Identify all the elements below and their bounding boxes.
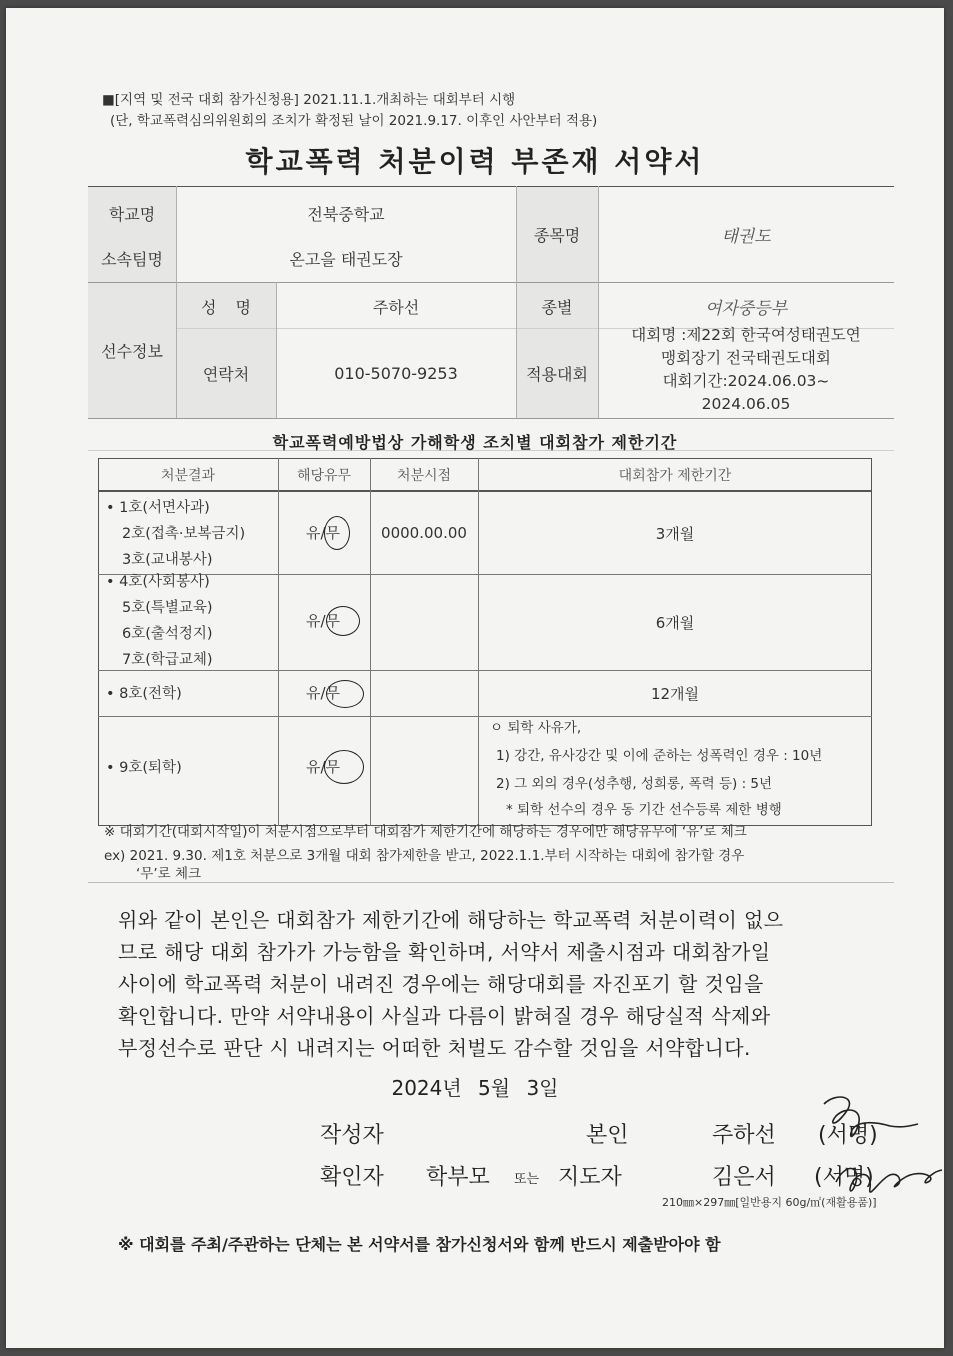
name-label: 성 명 bbox=[201, 297, 251, 317]
row1-item-2: 2호(접촉·보복금지) bbox=[122, 526, 246, 542]
row2-item-4: 7호(학급교체) bbox=[122, 652, 213, 668]
pledge-line-3: 사이에 학교폭력 처분이 내려진 경우에는 해당대회를 자진포기 할 것임을 bbox=[118, 972, 764, 996]
pledge-line-5: 부정선수로 판단 시 내려지는 어떠한 처벌도 감수할 것임을 서약합니다. bbox=[118, 1036, 751, 1060]
row2-check-circle bbox=[326, 606, 360, 636]
note-1: ※ 대회기간(대회시작일)이 처분시점으로부터 대회참가 제한기간에 해당하는 경우에만 해당유무에 ‘유’로 체크 bbox=[104, 824, 747, 840]
row2-item-3: 6호(출석정지) bbox=[122, 626, 213, 642]
event-label: 종목명 bbox=[533, 225, 581, 245]
applied-line-2: 맹회장기 전국태권도대회 bbox=[661, 349, 831, 367]
pledge-date: 2024년 5월 3일 bbox=[391, 1076, 559, 1100]
row1-check-circle bbox=[324, 516, 350, 550]
applied-label: 적용대회 bbox=[526, 364, 588, 384]
row3-item-1: • 8호(전학) bbox=[106, 686, 182, 702]
writer-label: 작성자 bbox=[320, 1123, 384, 1148]
contact-value: 010-5070-9253 bbox=[334, 363, 458, 383]
applied-line-3: 대회기간:2024.06.03~ bbox=[662, 372, 830, 390]
section-title: 학교폭력예방법상 가해학생 조치별 대회참가 제한기간 bbox=[272, 433, 678, 452]
note-2: ex) 2021. 9.30. 제1호 처분으로 3개월 대회 참가제한을 받고, 2022.1.1.부터 시작하는 대회에 참가할 경우 bbox=[104, 848, 745, 864]
row3-choice: 유/무 bbox=[306, 684, 341, 702]
note-3: ‘무’로 체크 bbox=[136, 866, 202, 882]
row1-choice: 유/무 bbox=[306, 524, 341, 542]
confirm-sign-mark: (서명) bbox=[814, 1165, 874, 1190]
row1-date: 0000.00.00 bbox=[381, 524, 467, 542]
school-value: 전북중학교 bbox=[307, 204, 385, 224]
row2-item-2: 5호(특별교육) bbox=[122, 600, 213, 616]
header-applicable: 해당유무 bbox=[296, 468, 352, 484]
row4-period-line-3: 2) 그 외의 경우(성추행, 성희롱, 폭력 등) : 5년 bbox=[496, 776, 773, 792]
player-info-label: 선수정보 bbox=[101, 341, 163, 361]
col-sep-1 bbox=[278, 458, 279, 826]
event-value: 태권도 bbox=[721, 226, 771, 247]
team-value: 온고을 태권도장 bbox=[289, 249, 403, 269]
pledge-line-1: 위와 같이 본인은 대회참가 제한기간에 해당하는 학교폭력 처분이력이 없으 bbox=[118, 908, 784, 932]
category-label: 종별 bbox=[541, 297, 573, 317]
footer-notice: ※ 대회를 주최/주관하는 단체는 본 서약서를 참가신청서와 함께 반드시 제출받아야 함 bbox=[118, 1235, 721, 1254]
or-label: 또는 bbox=[514, 1172, 540, 1187]
name-value: 주하선 bbox=[372, 297, 420, 317]
notice-line-1: ■[지역 및 전국 대회 참가신청용] 2021.11.1.개최하는 대회부터 시행 bbox=[102, 92, 516, 108]
row2-period: 6개월 bbox=[655, 613, 695, 632]
row4-period-line-1: ㅇ 퇴학 사유가, bbox=[490, 720, 582, 736]
notice-line-2: (단, 학교폭력심의위원회의 조치가 확정된 날이 2021.9.17. 이후인 사안부터 적용) bbox=[110, 113, 598, 129]
confirm-label: 확인자 bbox=[320, 1165, 384, 1190]
row3-period: 12개월 bbox=[650, 684, 700, 703]
row4-period-line-2: 1) 강간, 유사강간 및 이에 준하는 성폭력인 경우 : 10년 bbox=[496, 748, 823, 764]
pledge-line-4: 확인합니다. 만약 서약내용이 사실과 다름이 밝혀질 경우 해당실적 삭제와 bbox=[118, 1004, 771, 1028]
writer-name: 주하선 bbox=[712, 1123, 776, 1148]
paper-spec: 210㎜×297㎜[일반용지 60g/㎡(재활용품)] bbox=[662, 1196, 877, 1209]
header-date: 처분시점 bbox=[396, 468, 452, 484]
row1-item-3: 3호(교내봉사) bbox=[122, 552, 213, 568]
row4-period-line-4: * 퇴학 선수의 경우 동 기간 선수등록 제한 병행 bbox=[506, 802, 782, 818]
pledge-line-2: 므로 해당 대회 참가가 가능함을 확인하며, 서약서 제출시점과 대회참가일 bbox=[118, 940, 771, 964]
row2-item-1: • 4호(사회봉사) bbox=[106, 574, 210, 590]
applied-line-4: 2024.06.05 bbox=[701, 395, 791, 413]
applied-line-1: 대회명 :제22회 한국여성태권도연 bbox=[631, 326, 861, 344]
writer-sign-mark: (서명) bbox=[818, 1123, 878, 1148]
parent-label: 학부모 bbox=[426, 1165, 490, 1190]
row4-item-1: • 9호(퇴학) bbox=[106, 760, 182, 776]
header-period: 대회참가 제한기간 bbox=[618, 468, 732, 484]
row2-choice: 유/무 bbox=[306, 612, 341, 630]
applied-competition bbox=[598, 324, 894, 418]
row1-period: 3개월 bbox=[655, 524, 695, 543]
row-sep-3 bbox=[98, 716, 872, 717]
info-bottom-border bbox=[88, 418, 894, 419]
contact-label: 연락처 bbox=[202, 364, 250, 384]
row4-check-circle bbox=[324, 750, 364, 784]
team-label: 소속팀명 bbox=[101, 249, 163, 269]
header-result: 처분결과 bbox=[160, 468, 216, 484]
notes-divider bbox=[88, 882, 894, 883]
pledge-body bbox=[118, 904, 888, 1064]
row4-choice: 유/무 bbox=[306, 758, 341, 776]
category-value: 여자중등부 bbox=[704, 298, 788, 319]
info-divider-1 bbox=[88, 282, 894, 283]
document-title: 학교폭력 처분이력 부존재 서약서 bbox=[245, 145, 705, 178]
document-page bbox=[6, 8, 944, 1348]
coach-label: 지도자 bbox=[558, 1165, 622, 1190]
school-label: 학교명 bbox=[108, 204, 156, 224]
confirm-name: 김은서 bbox=[712, 1165, 776, 1190]
row1-item-1: • 1호(서면사과) bbox=[106, 500, 210, 516]
row3-check-circle bbox=[326, 680, 364, 708]
self-label: 본인 bbox=[586, 1123, 629, 1148]
